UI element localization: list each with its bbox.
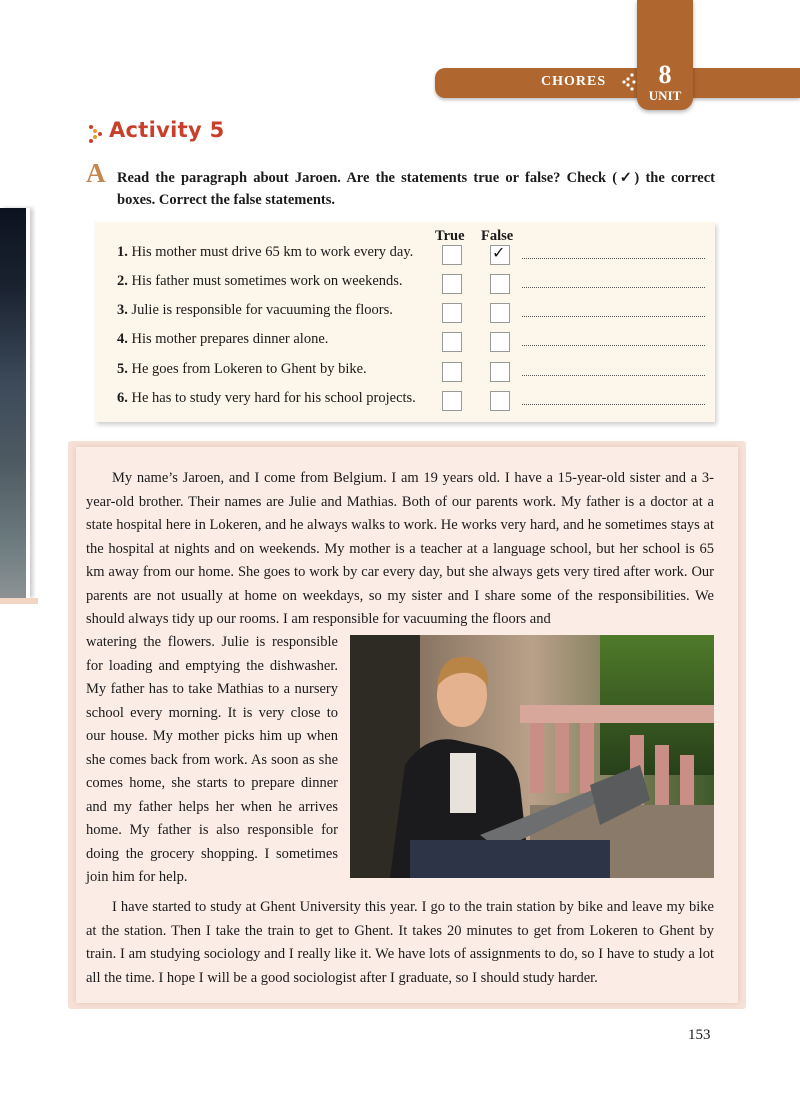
- true-column-header: True: [435, 228, 465, 244]
- reading-paragraph-2: [86, 896, 714, 990]
- statement-text: His father must sometimes work on weekends.: [131, 273, 403, 289]
- statement-number: 5.: [117, 361, 128, 377]
- statement-row: [117, 302, 393, 324]
- correction-line[interactable]: [522, 404, 705, 405]
- statement-text: He has to study very hard for his school projects.: [131, 390, 416, 406]
- statement-text: His mother prepares dinner alone.: [131, 331, 329, 347]
- correction-line[interactable]: [522, 287, 705, 288]
- part-letter: A: [86, 158, 106, 188]
- chapter-label: CHORES: [541, 74, 607, 89]
- unit-tab: [637, 0, 693, 110]
- statement-row: [117, 273, 403, 295]
- instruction-text: Read the paragraph about Jaroen. Are the statements true or false? Check (✓) the correct boxes. Correct the false statements.: [117, 170, 715, 208]
- statement-row: [117, 331, 328, 353]
- unit-number: 8: [658, 60, 672, 89]
- false-checkbox[interactable]: [490, 274, 510, 294]
- false-checkbox[interactable]: [490, 362, 510, 382]
- true-checkbox[interactable]: [442, 245, 462, 265]
- statement-number: 2.: [117, 273, 128, 289]
- reading-paragraph-1: [86, 467, 714, 632]
- activity-title: Activity 5: [109, 118, 225, 142]
- reading-paragraph-1-continued: watering the flowers. Julie is responsible for loading and emptying the dishwasher. My father has to take Mathias to a nursery school every morning. It is very close to our house. My mother picks him up when she comes back from work. As soon as she comes home, she starts to prepare dinner and my father helps her when he arrives home. My father is also responsible for doing the grocery shopping. I sometimes join him for help.: [86, 634, 338, 885]
- statement-text: His mother must drive 65 km to work every day.: [131, 244, 414, 260]
- side-photo: [0, 208, 30, 598]
- correction-line[interactable]: [522, 375, 705, 376]
- unit-word: UNIT: [648, 88, 682, 103]
- page-number: 153: [688, 1027, 711, 1043]
- true-checkbox[interactable]: [442, 303, 462, 323]
- false-column-header: False: [481, 228, 514, 244]
- unit-header-bar: [435, 68, 800, 98]
- statement-text: He goes from Lokeren to Ghent by bike.: [131, 361, 367, 377]
- statement-row: [117, 390, 416, 412]
- false-checkbox[interactable]: [490, 245, 510, 265]
- true-checkbox[interactable]: [442, 332, 462, 352]
- checkmark: ✓: [492, 243, 506, 262]
- false-checkbox[interactable]: [490, 303, 510, 323]
- statement-number: 1.: [117, 244, 128, 260]
- paragraph-2-text: I have started to study at Ghent University this year. I go to the train station by bike and leave my bike at the station. Then I take the train to get to Ghent. It takes 20 minutes to get from Lokeren to Ghent by train. I am studying sociology and I really like it. We have lots of assignments to do, so I have to study a lot all the time. I hope I will be a good sociologist after I graduate, so I should study harder.: [86, 899, 714, 986]
- statement-number: 6.: [117, 390, 128, 406]
- statement-number: 3.: [117, 302, 128, 318]
- side-photo-shadow: [0, 598, 38, 604]
- paragraph-1-text: My name’s Jaroen, and I come from Belgium. I am 19 years old. I have a 15-year-old sister and a 3-year-old brother. Their names are Julie and Mathias. Both of our parents work. My father is a doctor at a state hospital here in Lokeren, and he always walks to work. He works very hard, and he sometimes stays at the hospital at nights and on weekends. My mother is a teacher at a language school, but her school is 65 km away from our home. She goes to work by car every day, but she always gets very tired after work. Our parents are not usually at home on weekdays, so my sister and I share some of the responsibilities. We should always tidy up our rooms. I am responsible for vacuuming the floors and: [86, 470, 714, 627]
- true-checkbox[interactable]: [442, 274, 462, 294]
- student-laptop-photo: [350, 635, 714, 878]
- statement-number: 4.: [117, 331, 128, 347]
- correction-line[interactable]: [522, 316, 705, 317]
- statement-row: [117, 361, 367, 383]
- correction-line[interactable]: [522, 258, 705, 259]
- dots-decoration-icon: [620, 72, 638, 92]
- true-checkbox[interactable]: [442, 362, 462, 382]
- statement-text: Julie is responsible for vacuuming the floors.: [131, 302, 393, 318]
- activity-dots-icon: [88, 124, 104, 144]
- correction-line[interactable]: [522, 345, 705, 346]
- false-checkbox[interactable]: [490, 391, 510, 411]
- true-checkbox[interactable]: [442, 391, 462, 411]
- statement-row: [117, 244, 413, 266]
- false-checkbox[interactable]: [490, 332, 510, 352]
